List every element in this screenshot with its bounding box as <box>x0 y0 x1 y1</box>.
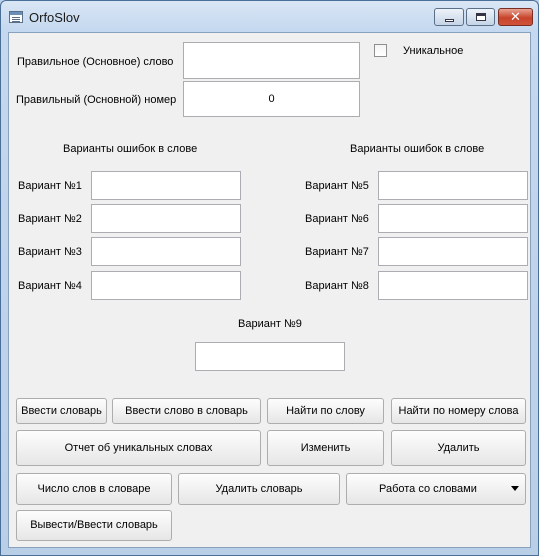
minimize-icon <box>445 19 454 22</box>
enter-word-button[interactable]: Ввести слово в словарь <box>112 398 261 424</box>
variant-7-label: Вариант №7 <box>305 246 369 258</box>
title-bar[interactable] <box>1 1 538 33</box>
correct-number-label: Правильный (Основной) номер <box>16 94 177 106</box>
word-count-button[interactable]: Число слов в словаре <box>16 473 172 505</box>
form-client-area <box>8 32 531 548</box>
variant-6-input[interactable] <box>378 204 528 233</box>
find-by-word-button[interactable]: Найти по слову <box>267 398 384 424</box>
variant-1-label: Вариант №1 <box>18 180 82 192</box>
edit-button[interactable]: Изменить <box>267 430 384 466</box>
work-with-words-dropdown[interactable] <box>346 473 526 505</box>
close-icon: ✕ <box>510 9 521 24</box>
variant-3-label: Вариант №3 <box>18 246 82 258</box>
variant-7-input[interactable] <box>378 237 528 266</box>
variant-9-label: Вариант №9 <box>238 318 302 330</box>
minimize-button[interactable] <box>434 8 464 26</box>
delete-button[interactable]: Удалить <box>391 430 526 466</box>
app-icon <box>9 11 23 23</box>
variant-1-input[interactable] <box>91 171 241 200</box>
export-import-dictionary-button[interactable]: Вывести/Ввести словарь <box>16 510 172 541</box>
variant-5-label: Вариант №5 <box>305 180 369 192</box>
variant-3-input[interactable] <box>91 237 241 266</box>
window-title: OrfoSlov <box>29 10 80 25</box>
variant-9-input[interactable] <box>195 342 345 371</box>
unique-checkbox[interactable] <box>374 44 387 57</box>
unique-report-button[interactable]: Отчет об уникальных словах <box>16 430 261 466</box>
unique-checkbox-label: Уникальное <box>403 45 464 57</box>
variant-8-input[interactable] <box>378 271 528 300</box>
variant-6-label: Вариант №6 <box>305 213 369 225</box>
variant-4-label: Вариант №4 <box>18 280 82 292</box>
correct-word-label: Правильное (Основное) слово <box>17 56 174 68</box>
variant-5-input[interactable] <box>378 171 528 200</box>
maximize-button[interactable] <box>466 8 495 26</box>
work-with-words-label: Работа со словами <box>379 483 477 495</box>
variant-2-label: Вариант №2 <box>18 213 82 225</box>
variant-8-label: Вариант №8 <box>305 280 369 292</box>
variant-2-input[interactable] <box>91 204 241 233</box>
variant-4-input[interactable] <box>91 271 241 300</box>
maximize-icon <box>476 13 486 21</box>
correct-number-input[interactable]: 0 <box>183 81 360 117</box>
left-variants-header: Варианты ошибок в слове <box>63 143 198 155</box>
enter-dictionary-button[interactable]: Ввести словарь <box>16 398 107 424</box>
close-button[interactable] <box>498 8 533 26</box>
correct-word-input[interactable] <box>183 42 360 79</box>
right-variants-header: Варианты ошибок в слове <box>350 143 485 155</box>
find-by-number-button[interactable]: Найти по номеру слова <box>391 398 526 424</box>
delete-dictionary-button[interactable]: Удалить словарь <box>178 473 340 505</box>
chevron-down-icon <box>511 486 519 491</box>
